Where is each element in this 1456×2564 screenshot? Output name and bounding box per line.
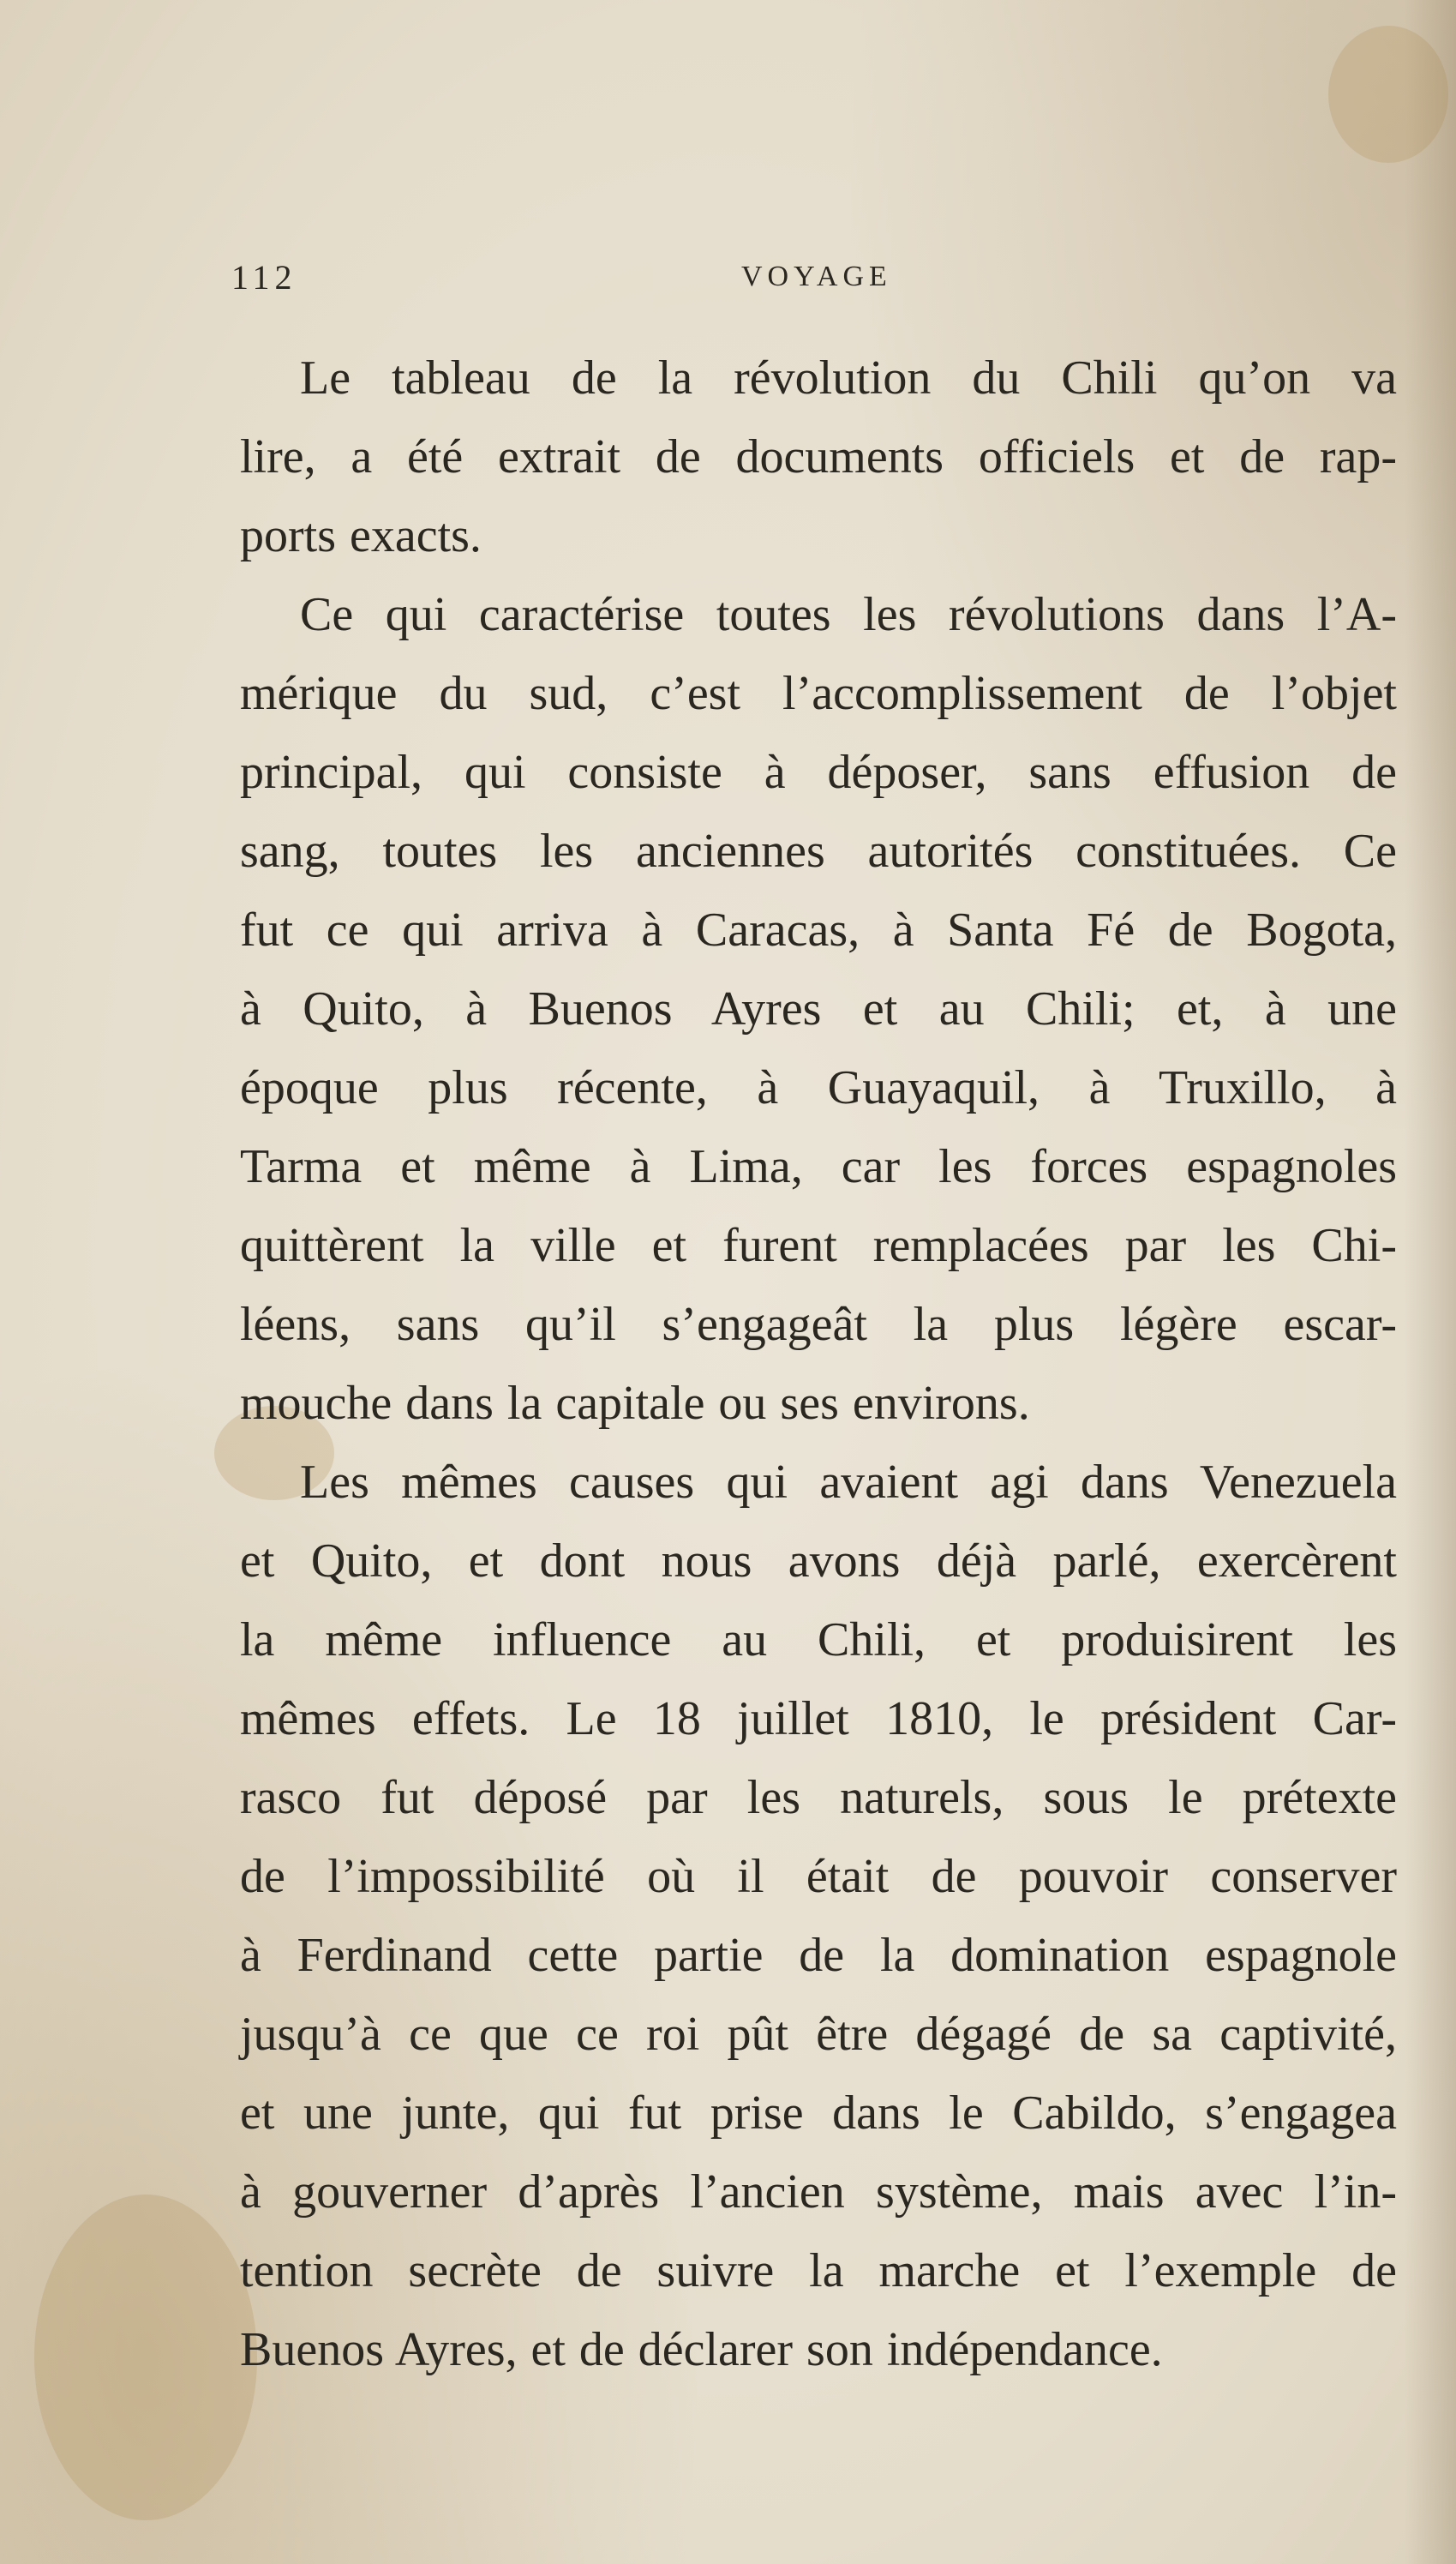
text-line: ports exacts. [240, 509, 482, 562]
text-line: mouche dans la capitale ou ses environs. [240, 1377, 1030, 1430]
text-line: Tarma et même à Lima, car les forces espagnoles [240, 1140, 1397, 1193]
text-line: et Quito, et dont nous avons déjà parlé, exercèrent [240, 1534, 1397, 1588]
text-line: jusqu’à ce que ce roi pût être dégagé de sa captivité, [240, 2008, 1397, 2061]
text-line: époque plus récente, à Guayaquil, à Truxillo, à [240, 1061, 1397, 1114]
text-line: et une junte, qui fut prise dans le Cabildo, s’engagea [240, 2087, 1397, 2140]
text-line: de l’impossibilité où il était de pouvoir conserver [240, 1850, 1397, 1903]
text-line: Le tableau de la révolution du Chili qu’on va [300, 351, 1397, 405]
text-line: Ce qui caractérise toutes les révolutions dans l’A- [300, 588, 1397, 641]
text-line: léens, sans qu’il s’engageât la plus légère escar- [240, 1298, 1397, 1351]
text-line: mêmes effets. Le 18 juillet 1810, le président Car- [240, 1692, 1397, 1745]
text-line: Les mêmes causes qui avaient agi dans Venezuela [300, 1456, 1397, 1509]
text-line: principal, qui consiste à déposer, sans effusion de [240, 746, 1397, 799]
paragraph [240, 1443, 1397, 2389]
body-text [240, 339, 1397, 2389]
text-line: Buenos Ayres, et de déclarer son indépendance. [240, 2323, 1163, 2376]
paragraph [240, 575, 1397, 1443]
text-line: fut ce qui arriva à Caracas, à Santa Fé de Bogota, [240, 904, 1397, 957]
foxing-stain [1328, 26, 1448, 163]
text-line: tention secrète de suivre la marche et l’exemple de [240, 2244, 1397, 2297]
text-line: rasco fut déposé par les naturels, sous le prétexte [240, 1771, 1397, 1824]
text-line: mérique du sud, c’est l’accomplissement de l’objet [240, 667, 1397, 720]
foxing-stain [34, 2195, 257, 2520]
page-header [231, 257, 1397, 309]
text-line: à Ferdinand cette partie de la domination espagnole [240, 1929, 1397, 1982]
text-line: sang, toutes les anciennes autorités constituées. Ce [240, 825, 1397, 878]
page-number: 112 [231, 258, 297, 297]
text-line: à gouverner d’après l’ancien système, mais avec l’in- [240, 2165, 1397, 2219]
text-line: quittèrent la ville et furent remplacées par les Chi- [240, 1219, 1397, 1272]
text-line: la même influence au Chili, et produisirent les [240, 1613, 1397, 1666]
text-line: lire, a été extrait de documents officiels et de rap- [240, 430, 1397, 483]
page-edge-shadow [1405, 0, 1456, 2564]
text-line: à Quito, à Buenos Ayres et au Chili; et, à une [240, 982, 1397, 1036]
paragraph [240, 339, 1397, 575]
running-head: VOYAGE [741, 261, 892, 292]
